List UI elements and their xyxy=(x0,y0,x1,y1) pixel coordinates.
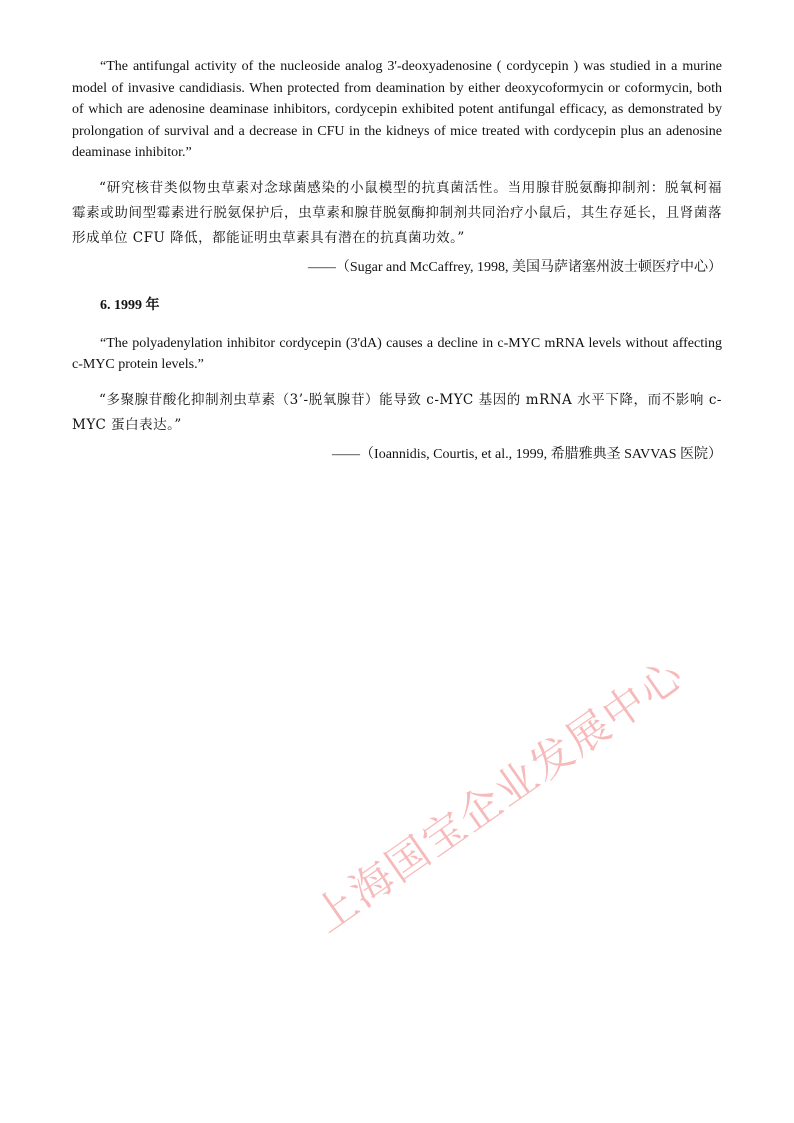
chinese-quote-1998: “研究核苷类似物虫草素对念球菌感染的小鼠模型的抗真菌活性。当用腺苷脱氨酶抑制剂：脱氧柯福霉素或助间型霉素进行脱氨保护后，虫草素和腺苷脱氨酶抑制剂共同治疗小鼠后，其生存延长，且肾菌落形成单位 CFU 降低，都能证明虫草素具有潜在的抗真菌功效。” xyxy=(72,179,722,246)
section-heading-1999: 6. 1999 年 xyxy=(100,297,160,313)
page-content xyxy=(72,56,722,482)
english-quote-1999: “The polyadenylation inhibitor cordycepin (3'dA) causes a decline in c-MYC mRNA levels without affecting c-MYC protein levels.” xyxy=(72,335,722,372)
citation-1998: ——（Sugar and McCaffrey, 1998, 美国马萨诸塞州波士顿医疗中心） xyxy=(307,259,722,275)
citation-1999: ——（Ioannidis, Courtis, et al., 1999, 希腊雅典圣 SAVVAS 医院） xyxy=(332,446,722,462)
english-quote-1998: “The antifungal activity of the nucleoside analog 3'-deoxyadenosine ( cordycepin ) was studied in a murine model of invasive candidiasis. When protected from deamination by either deoxycoformycin or coformycin, both of which are adenosine deaminase inhibitors, cordycepin exhibited potent antifungal efficacy, as demonstrated by prolongation of survival and a decrease in CFU in the kidneys of mice treated with cordycepin plus an adenosine deaminase inhibitor.” xyxy=(72,59,722,160)
chinese-quote-1999: “多聚腺苷酸化抑制剂虫草素（3’-脱氧腺苷）能导致 c-MYC 基因的 mRNA 水平下降，而不影响 c-MYC 蛋白表达。” xyxy=(72,391,722,433)
watermark-text: 上海国宝企业发展中心 xyxy=(304,649,694,942)
